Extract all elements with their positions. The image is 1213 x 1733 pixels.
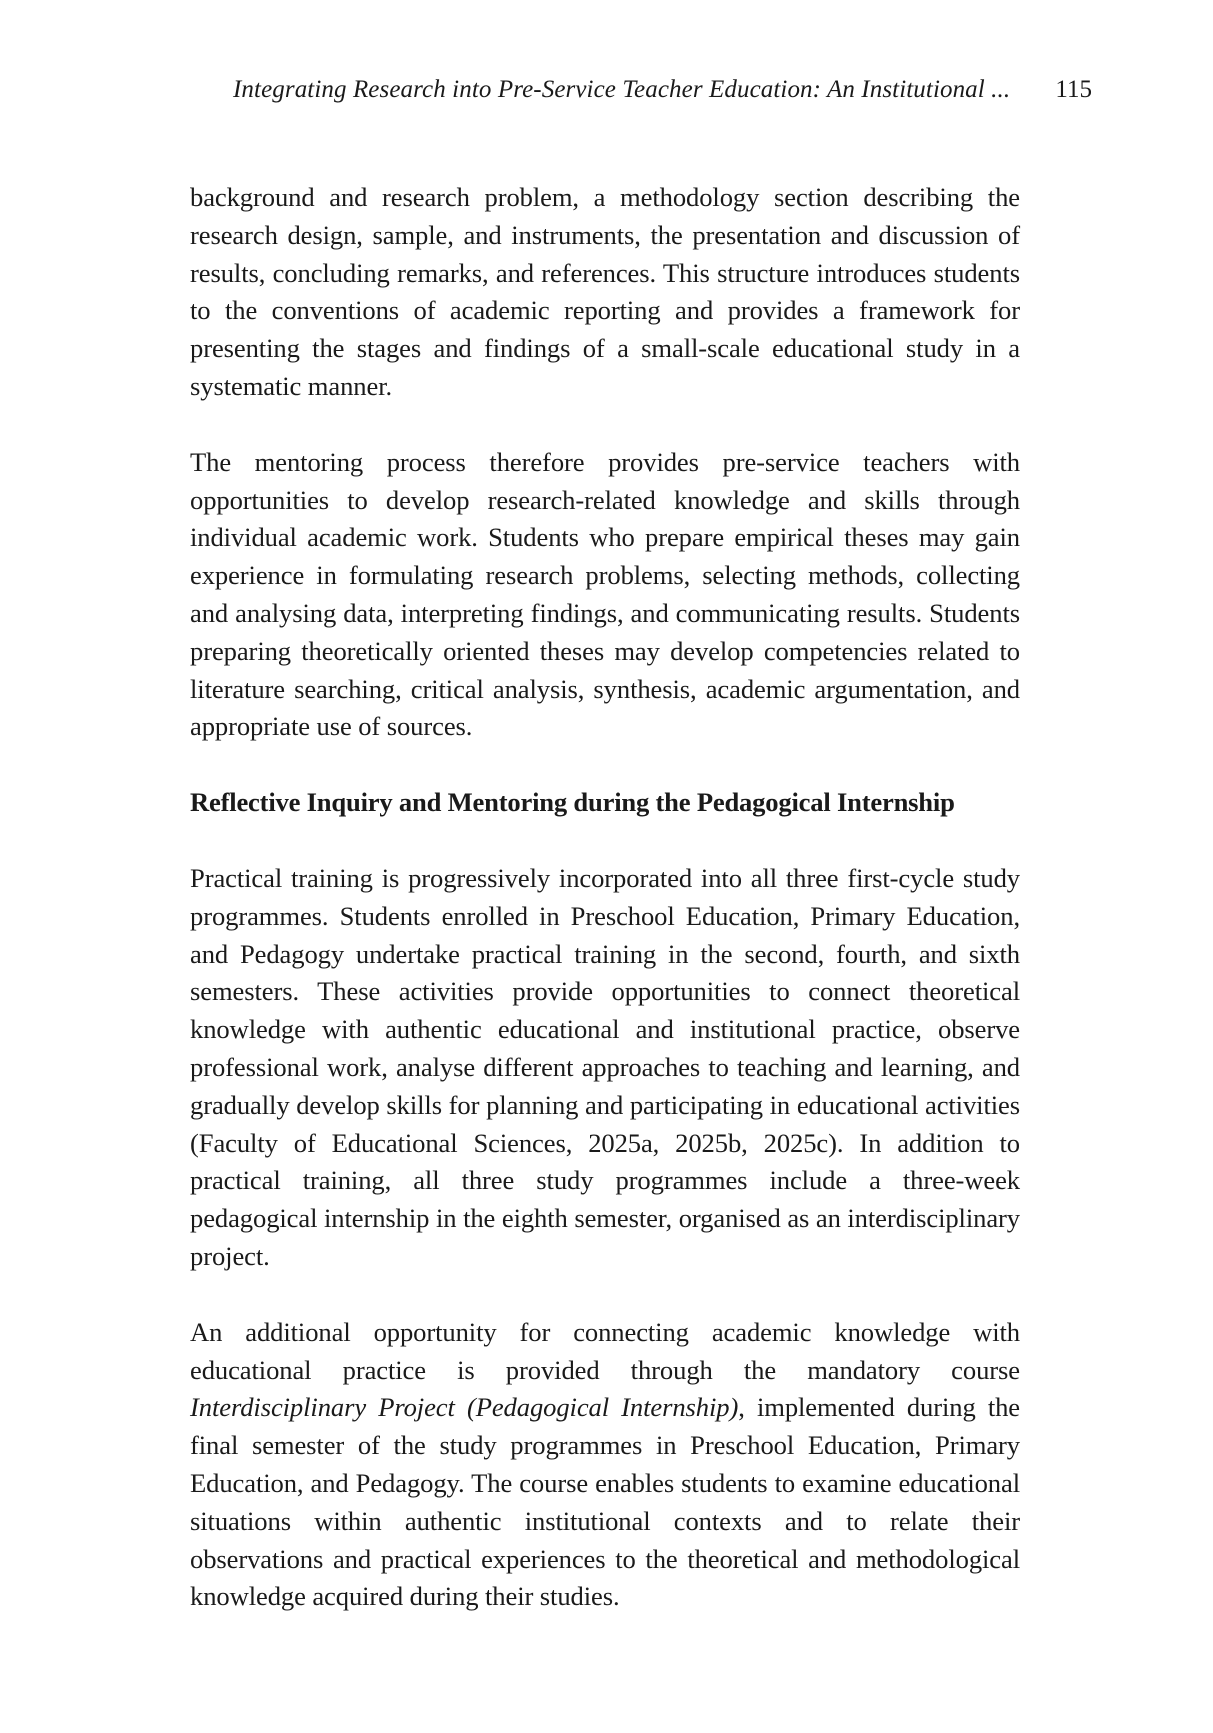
paragraph: Practical training is progressively incorporated into all three first-cycle study programmes. Students enrolled in Preschool Education, Primary Education, and Pedagogy undertake practical training in the second, fourth, and sixth semesters. These activities provide opportunities to connect theoretical knowledge with authentic educational and institutional practice, observe professional work, analyse different approaches to teaching and learning, and gradually develop skills for planning and participating in educational activities (Faculty of Educational Sciences, 2025a, 2025b, 2025c). In addition to practical training, all three study programmes include a three-week pedagogical internship in the eighth semester, organised as an interdisciplinary project. (190, 862, 1020, 1271)
page-number: 115 (1055, 76, 1092, 103)
paragraph-text: An additional opportunity for connecting academic knowledge with educational practice is provided through the mandatory course (190, 1316, 1020, 1385)
running-header (190, 70, 1092, 110)
paragraph: background and research problem, a methodology section describing the research design, sample, and instruments, the presentation and discussion of results, concluding remarks, and references. This structure introduces students to the conventions of academic reporting and provides a framework for presenting the stages and findings of a small-scale educational study in a systematic manner. (190, 182, 1020, 401)
running-title: Integrating Research into Pre-Service Teacher Education: An Institutional ... (233, 76, 1011, 103)
paragraph: The mentoring process therefore provides pre-service teachers with opportunities to develop research-related knowledge and skills through individual academic work. Students who prepare empirical theses may gain experience in formulating research problems, selecting methods, collecting and analysing data, interpreting findings, and communicating results. Students preparing theoretically oriented theses may develop competencies related to literature searching, critical analysis, synthesis, academic argumentation, and appropriate use of sources. (190, 446, 1020, 742)
course-title: Interdisciplinary Project (Pedagogical Internship) (190, 1392, 739, 1423)
section-heading: Reflective Inquiry and Mentoring during the Pedagogical Internship (190, 787, 955, 818)
body-text (190, 179, 1020, 1654)
paragraph (190, 1314, 1020, 1616)
paragraph-text: , implemented during the final semester of the study programmes in Preschool Education, Primary Education, and Pedagogy. The course enables students to examine educational situations within authentic institutional contexts and to relate their observations and practical experiences to the theoretical and methodological knowledge acquired during their studies. (190, 1392, 1021, 1612)
